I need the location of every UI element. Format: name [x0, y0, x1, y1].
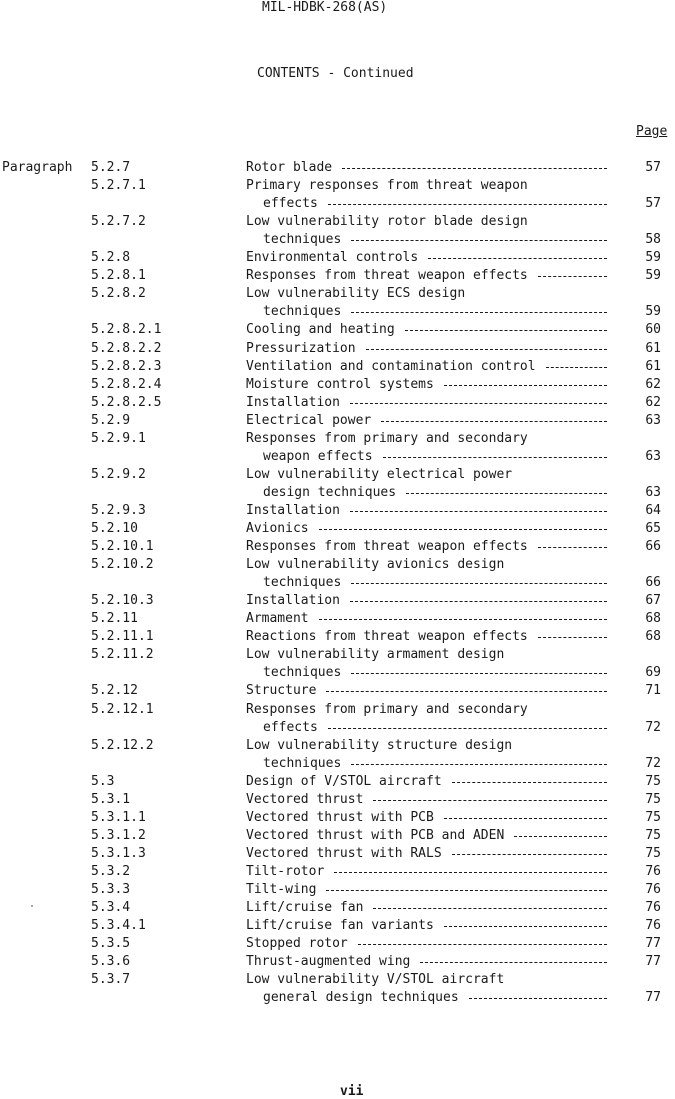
entry-title: Lift/cruise fan [246, 900, 364, 916]
toc-row [0, 413, 675, 431]
entry-title: Installation [246, 593, 340, 609]
toc-row [0, 936, 675, 954]
toc-row [0, 792, 675, 810]
page-ref: 57 [645, 196, 661, 212]
paragraph-number: 5.3.4.1 [91, 918, 146, 934]
dot-leader [538, 637, 607, 638]
toc-row [0, 575, 675, 593]
paragraph-number: 5.3.7 [91, 972, 131, 988]
toc-row [0, 467, 675, 485]
page-ref: 75 [645, 773, 661, 789]
page-ref: 72 [645, 719, 661, 735]
toc-row [0, 521, 675, 539]
page-ref: 64 [645, 502, 661, 518]
paragraph-number: 5.2.12 [91, 683, 138, 699]
paragraph-number: 5.2.8.2.2 [91, 340, 162, 356]
paragraph-number: 5.3.4 [91, 900, 131, 916]
entry-title: design techniques [263, 484, 397, 500]
dot-leader [444, 926, 607, 927]
entry-title: Moisture control systems [246, 376, 434, 392]
dot-leader [326, 691, 607, 692]
paragraph-number: 5.3 [91, 773, 115, 789]
page-ref: 59 [645, 268, 661, 284]
document-id: MIL-HDBK-268(AS) [262, 0, 388, 15]
dot-leader [444, 385, 607, 386]
paragraph-number: 5.2.8.2.5 [91, 394, 162, 410]
page-ref: 69 [645, 665, 661, 681]
entry-title: Responses from primary and secondary [246, 430, 528, 446]
entry-title: Vectored thrust with PCB [246, 809, 434, 825]
page-ref: 63 [645, 448, 661, 464]
entry-title: Armament [246, 611, 309, 627]
entry-title: Installation [246, 394, 340, 410]
contents-title: CONTENTS - Continued [257, 66, 414, 81]
entry-title: Vectored thrust with PCB and ADEN [246, 827, 505, 843]
toc-row [0, 954, 675, 972]
toc-row [0, 593, 675, 611]
entry-title: effects [263, 196, 318, 212]
toc-row [0, 322, 675, 340]
entry-title: Low vulnerability V/STOL aircraft [246, 972, 505, 988]
dot-leader [514, 836, 607, 837]
toc-row [0, 828, 675, 846]
page-ref: 60 [645, 322, 661, 338]
dot-leader [405, 330, 607, 331]
page-ref: 76 [645, 918, 661, 934]
toc-row [0, 178, 675, 196]
toc-row [0, 990, 675, 1008]
paragraph-number: 5.2.11.1 [91, 629, 154, 645]
dot-leader [319, 529, 607, 530]
toc-row [0, 629, 675, 647]
page-ref: 57 [645, 160, 661, 175]
page-ref: 66 [645, 575, 661, 591]
toc-row [0, 395, 675, 413]
entry-title: Responses from primary and secondary [246, 701, 528, 717]
toc-row [0, 864, 675, 882]
toc-row [0, 756, 675, 774]
dot-leader [420, 962, 607, 963]
page-ref: 58 [645, 232, 661, 248]
paragraph-number: 5.2.7.1 [91, 178, 146, 194]
entry-title: techniques [263, 232, 342, 248]
entry-title: Vectored thrust with RALS [246, 845, 442, 861]
dot-leader [444, 818, 607, 819]
paragraph-number: 5.3.1.2 [91, 827, 146, 843]
paragraph-number: 5.3.5 [91, 936, 131, 952]
toc-row [0, 611, 675, 629]
dot-leader [452, 782, 607, 783]
entry-title: techniques [263, 304, 342, 320]
paragraph-number: 5.2.10.2 [91, 557, 154, 573]
entry-title: techniques [263, 665, 342, 681]
entry-title: techniques [263, 575, 342, 591]
paragraph-number: 5.2.12.1 [91, 701, 154, 717]
entry-title: Vectored thrust [246, 791, 364, 807]
entry-title: Avionics [246, 521, 309, 536]
dot-leader [351, 240, 607, 241]
dot-leader [326, 890, 607, 891]
dot-leader [319, 619, 607, 620]
dot-leader [350, 511, 607, 512]
entry-title: Lift/cruise fan variants [246, 918, 434, 934]
paragraph-number: 5.2.12.2 [91, 737, 154, 753]
entry-title: Rotor blade [246, 160, 333, 175]
dot-leader [546, 367, 607, 368]
dot-leader [373, 908, 607, 909]
toc-row [0, 250, 675, 268]
dot-leader [373, 800, 607, 801]
paragraph-number: 5.2.8.2.1 [91, 322, 162, 338]
page-ref: 68 [645, 629, 661, 645]
entry-title: Structure [246, 683, 317, 699]
entry-title: techniques [263, 755, 342, 771]
dot-leader [351, 583, 607, 584]
paragraph-label: Paragraph [2, 160, 73, 175]
entry-title: Low vulnerability rotor blade design [246, 214, 528, 230]
entry-title: Responses from threat weapon effects [246, 539, 528, 555]
paragraph-number: 5.2.9.1 [91, 430, 146, 446]
entry-title: general design techniques [263, 990, 459, 1006]
entry-title: Tilt-rotor [246, 863, 325, 879]
paragraph-number: 5.3.2 [91, 863, 131, 879]
entry-title: Primary responses from threat weapon [246, 178, 528, 194]
entry-title: Pressurization [246, 340, 356, 356]
entry-title: Cooling and heating [246, 322, 395, 338]
paragraph-number: 5.3.3 [91, 882, 131, 897]
toc-row [0, 160, 675, 178]
entry-title: Design of V/STOL aircraft [246, 773, 442, 789]
toc-row [0, 377, 675, 395]
paragraph-number: 5.2.7.2 [91, 214, 146, 230]
paragraph-number: 5.3.1.1 [91, 809, 146, 825]
paragraph-number: 5.2.7 [91, 160, 131, 175]
paragraph-number: 5.2.8.1 [91, 268, 146, 284]
toc-row [0, 431, 675, 449]
entry-title: effects [263, 719, 318, 735]
entry-title: Responses from threat weapon effects [246, 268, 528, 284]
page-ref: 77 [645, 954, 661, 970]
page-ref: 67 [645, 593, 661, 609]
dot-leader [350, 601, 607, 602]
toc-row [0, 683, 675, 701]
dot-leader [328, 728, 607, 729]
page-ref: 61 [645, 340, 661, 356]
dot-leader [381, 421, 607, 422]
page-ref: 66 [645, 539, 661, 555]
toc-row [0, 882, 675, 900]
toc-row [0, 665, 675, 683]
toc-row [0, 810, 675, 828]
dot-leader [350, 403, 607, 404]
dot-leader [366, 349, 607, 350]
toc-row [0, 341, 675, 359]
entry-title: Environmental controls [246, 250, 419, 266]
entry-title: Tilt-wing [246, 882, 317, 897]
entry-title: Electrical power [246, 412, 372, 428]
page-ref: 63 [645, 484, 661, 500]
toc-row [0, 485, 675, 503]
toc-row [0, 720, 675, 738]
toc-row [0, 196, 675, 214]
toc-row [0, 232, 675, 250]
entry-title: Low vulnerability structure design [246, 737, 513, 753]
entry-title: Stopped rotor [246, 936, 348, 952]
dot-leader [328, 204, 607, 205]
paragraph-number: 5.2.11.2 [91, 647, 154, 663]
paragraph-number: 5.2.10.1 [91, 539, 154, 555]
paragraph-number: 5.2.9.3 [91, 502, 146, 518]
page-ref: 77 [645, 990, 661, 1006]
paragraph-number: 5.2.8 [91, 250, 131, 266]
dot-leader [406, 493, 607, 494]
toc-row [0, 286, 675, 304]
paragraph-number: 5.2.10.3 [91, 593, 154, 609]
paragraph-number: 5.2.8.2 [91, 286, 146, 302]
scan-speck [31, 905, 33, 907]
toc-row [0, 900, 675, 918]
dot-leader [383, 457, 607, 458]
toc-row [0, 647, 675, 665]
page-ref: 62 [645, 394, 661, 410]
paragraph-number: 5.2.10 [91, 521, 138, 536]
toc-row [0, 539, 675, 557]
entry-title: Low vulnerability armament design [246, 647, 505, 663]
dot-leader [351, 673, 607, 674]
toc-row [0, 268, 675, 286]
page-ref: 68 [645, 611, 661, 627]
toc-row [0, 503, 675, 521]
dot-leader [452, 854, 607, 855]
page-ref: 59 [645, 304, 661, 320]
page-ref: 76 [645, 863, 661, 879]
toc-row [0, 214, 675, 232]
page-ref: 72 [645, 755, 661, 771]
page-ref: 75 [645, 809, 661, 825]
paragraph-number: 5.2.9 [91, 412, 131, 428]
page-ref: 62 [645, 376, 661, 392]
paragraph-number: 5.3.6 [91, 954, 131, 970]
entry-title: Low vulnerability avionics design [246, 557, 505, 573]
page-column-header: Page [636, 124, 668, 139]
page-ref: 76 [645, 900, 661, 916]
entry-title: weapon effects [263, 448, 373, 464]
toc-row [0, 846, 675, 864]
dot-leader [469, 998, 607, 999]
dot-leader [351, 764, 607, 765]
page-ref: 75 [645, 791, 661, 807]
toc-row [0, 918, 675, 936]
paragraph-number: 5.3.1.3 [91, 845, 146, 861]
dot-leader [538, 276, 607, 277]
page-ref: 61 [645, 358, 661, 374]
dot-leader [428, 258, 607, 259]
toc-row [0, 738, 675, 756]
toc-row [0, 774, 675, 792]
page-ref: 63 [645, 412, 661, 428]
dot-leader [342, 168, 607, 169]
page-ref: 76 [645, 882, 661, 897]
toc-row [0, 972, 675, 990]
paragraph-number: 5.3.1 [91, 791, 131, 807]
paragraph-number: 5.2.11 [91, 611, 138, 627]
page-ref: 75 [645, 845, 661, 861]
paragraph-number: 5.2.8.2.4 [91, 376, 162, 392]
page-ref: 77 [645, 936, 661, 952]
entry-title: Thrust-augmented wing [246, 954, 411, 970]
toc-row [0, 702, 675, 720]
page-ref: 59 [645, 250, 661, 266]
entry-title: Ventilation and contamination control [246, 358, 536, 374]
page-number: vii [340, 1084, 364, 1099]
dot-leader [351, 312, 607, 313]
toc-row [0, 449, 675, 467]
dot-leader [334, 872, 607, 873]
page-ref: 65 [645, 521, 661, 536]
entry-title: Reactions from threat weapon effects [246, 629, 528, 645]
page-ref: 71 [645, 683, 661, 699]
toc-row [0, 304, 675, 322]
entry-title: Installation [246, 502, 340, 518]
paragraph-number: 5.2.9.2 [91, 466, 146, 482]
entry-title: Low vulnerability ECS design [246, 286, 466, 302]
paragraph-number: 5.2.8.2.3 [91, 358, 162, 374]
dot-leader [538, 547, 607, 548]
toc-row [0, 557, 675, 575]
toc-row [0, 359, 675, 377]
page-ref: 75 [645, 827, 661, 843]
dot-leader [358, 944, 607, 945]
entry-title: Low vulnerability electrical power [246, 466, 513, 482]
